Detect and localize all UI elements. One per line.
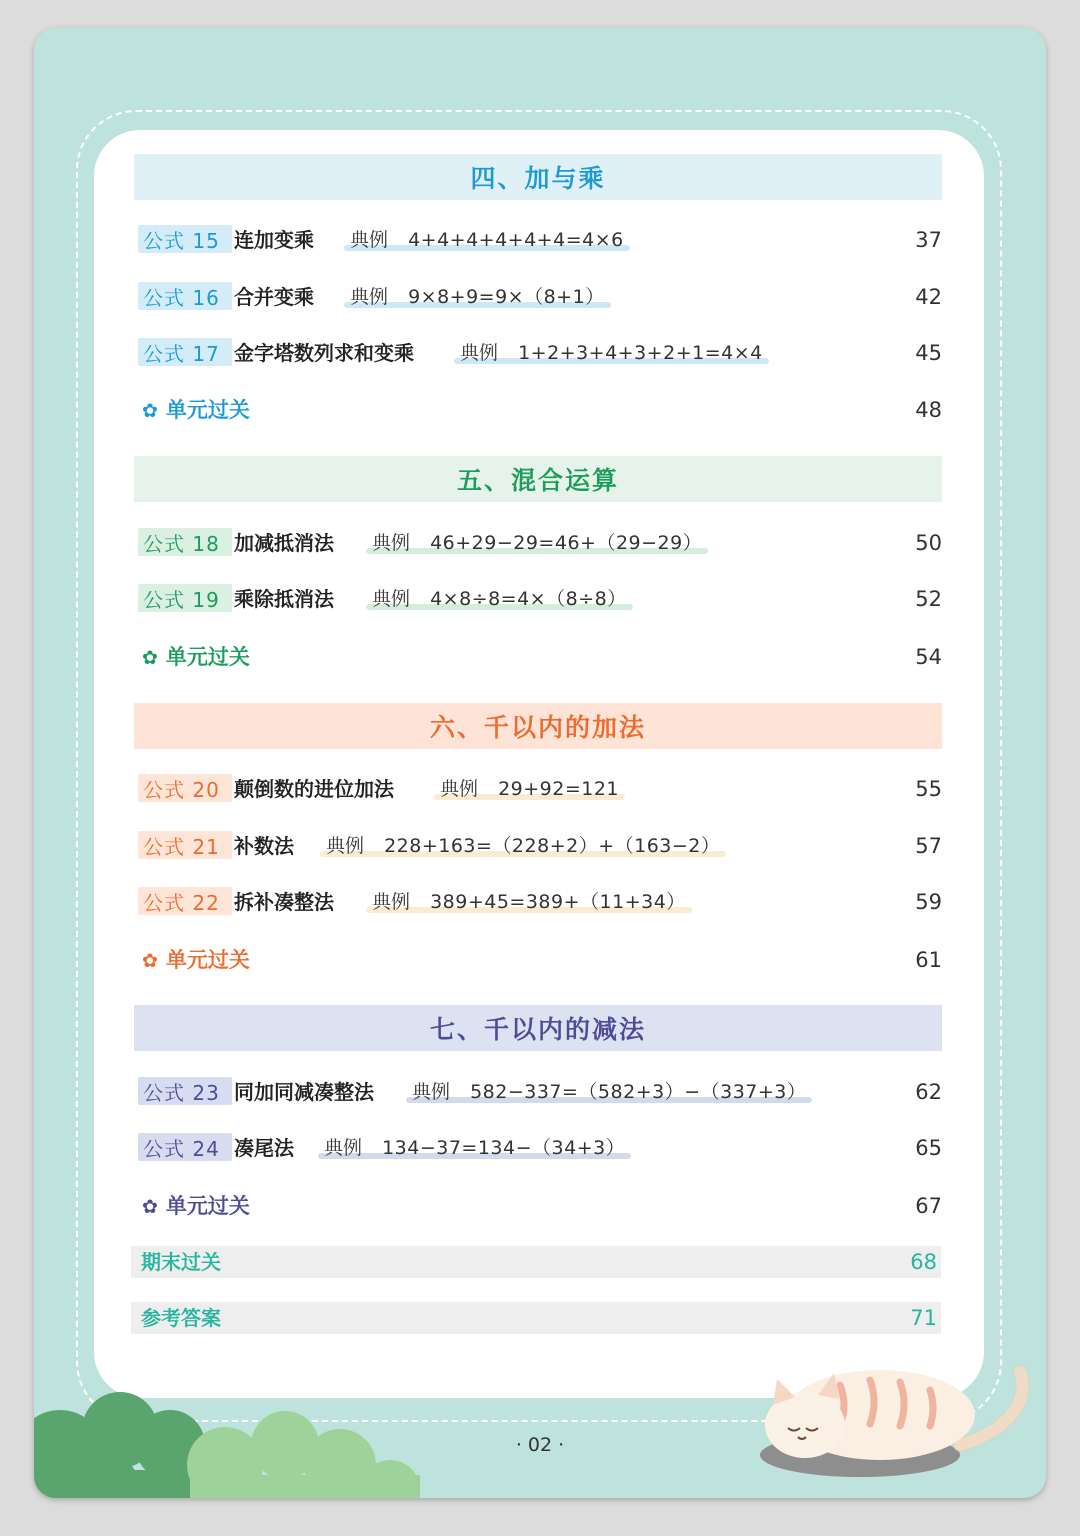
formula-title: 连加变乘 [234,228,314,252]
example-formula: 582−337=（582+3）−（337+3） [470,1081,807,1103]
page-number: 62 [915,1080,942,1104]
toc-row[interactable] [138,1131,942,1165]
formula-badge: 公式 16 [138,282,232,310]
flower-icon: ✿ [142,1196,158,1218]
section-heading: 四、加与乘 [134,154,942,200]
example-formula: 228+163=（228+2）+（163−2） [384,835,721,857]
formula-badge: 公式 20 [138,774,232,802]
unit-review-row[interactable] [138,1189,942,1223]
toc-row[interactable] [138,829,942,863]
formula-title: 凑尾法 [234,1136,294,1160]
unit-review-label: 单元过关 [165,398,250,422]
example-label: 典例 [324,1137,363,1159]
page-number: 65 [915,1136,942,1160]
page-number: 48 [915,398,942,422]
toc-row[interactable] [138,1075,942,1109]
toc-row[interactable] [138,336,942,370]
flower-icon: ✿ [142,400,158,422]
toc-row[interactable] [138,223,942,257]
example-formula: 4×8÷8=4×（8÷8） [430,588,627,610]
formula-badge: 公式 21 [138,831,232,859]
formula-badge: 公式 19 [138,584,232,612]
example-formula: 1+2+3+4+3+2+1=4×4 [518,342,763,364]
example-label: 典例 [412,1081,451,1103]
page-number: 68 [910,1250,937,1274]
example-formula: 9×8+9=9×（8+1） [408,286,605,308]
unit-review-label: 单元过关 [165,948,250,972]
formula-badge: 公式 17 [138,338,232,366]
page-number: 45 [915,341,942,365]
example [366,885,692,919]
unit-review-row[interactable] [138,393,942,427]
example [454,336,769,370]
example [366,526,708,560]
example [318,1131,631,1165]
page-number: 61 [915,948,942,972]
formula-title: 合并变乘 [234,285,314,309]
toc-row[interactable] [138,772,942,806]
example [320,829,726,863]
toc-row[interactable] [138,582,942,616]
page-number: 55 [915,777,942,801]
formula-badge: 公式 22 [138,887,232,915]
example [344,280,611,314]
page-number: 50 [915,531,942,555]
unit-review-label: 单元过关 [165,645,250,669]
toc-row[interactable] [138,526,942,560]
example [366,582,633,616]
toc-row[interactable] [138,885,942,919]
section-heading: 六、千以内的加法 [134,703,942,749]
example [434,772,625,806]
answer-key-label: 参考答案 [141,1306,221,1330]
unit-review-row[interactable] [138,943,942,977]
example-formula: 29+92=121 [498,778,620,800]
formula-badge: 公式 24 [138,1133,232,1161]
formula-title: 颠倒数的进位加法 [234,777,394,801]
section-heading: 五、混合运算 [134,456,942,502]
example-formula: 46+29−29=46+（29−29） [430,532,703,554]
formula-title: 金字塔数列求和变乘 [234,341,414,365]
answer-key-row[interactable] [131,1302,941,1334]
page-number: 37 [915,228,942,252]
page-footer-number: · 02 · [515,1434,565,1456]
example-label: 典例 [372,891,411,913]
formula-title: 拆补凑整法 [234,890,334,914]
example-label: 典例 [372,588,411,610]
formula-title: 加减抵消法 [234,531,334,555]
example-label: 典例 [440,778,479,800]
example-formula: 4+4+4+4+4+4=4×6 [408,229,624,251]
page-number: 54 [915,645,942,669]
final-review-label: 期末过关 [141,1250,221,1274]
example-label: 典例 [460,342,499,364]
example [406,1075,812,1109]
page-number: 52 [915,587,942,611]
formula-badge: 公式 23 [138,1077,232,1105]
example-label: 典例 [326,835,365,857]
example-formula: 134−37=134−（34+3） [382,1137,626,1159]
page-number: 42 [915,285,942,309]
page-number: 71 [910,1306,937,1330]
page-number: 67 [915,1194,942,1218]
flower-icon: ✿ [142,950,158,972]
example-label: 典例 [350,286,389,308]
example-label: 典例 [372,532,411,554]
page-number: 57 [915,834,942,858]
section-heading: 七、千以内的减法 [134,1005,942,1051]
example [344,223,630,257]
formula-title: 同加同减凑整法 [234,1080,374,1104]
unit-review-label: 单元过关 [165,1194,250,1218]
formula-title: 乘除抵消法 [234,587,334,611]
unit-review-row[interactable] [138,640,942,674]
example-formula: 389+45=389+（11+34） [430,891,686,913]
formula-badge: 公式 15 [138,225,232,253]
flower-icon: ✿ [142,647,158,669]
page-number: 59 [915,890,942,914]
toc-row[interactable] [138,280,942,314]
final-review-row[interactable] [131,1246,941,1278]
example-label: 典例 [350,229,389,251]
formula-badge: 公式 18 [138,528,232,556]
formula-title: 补数法 [234,834,294,858]
